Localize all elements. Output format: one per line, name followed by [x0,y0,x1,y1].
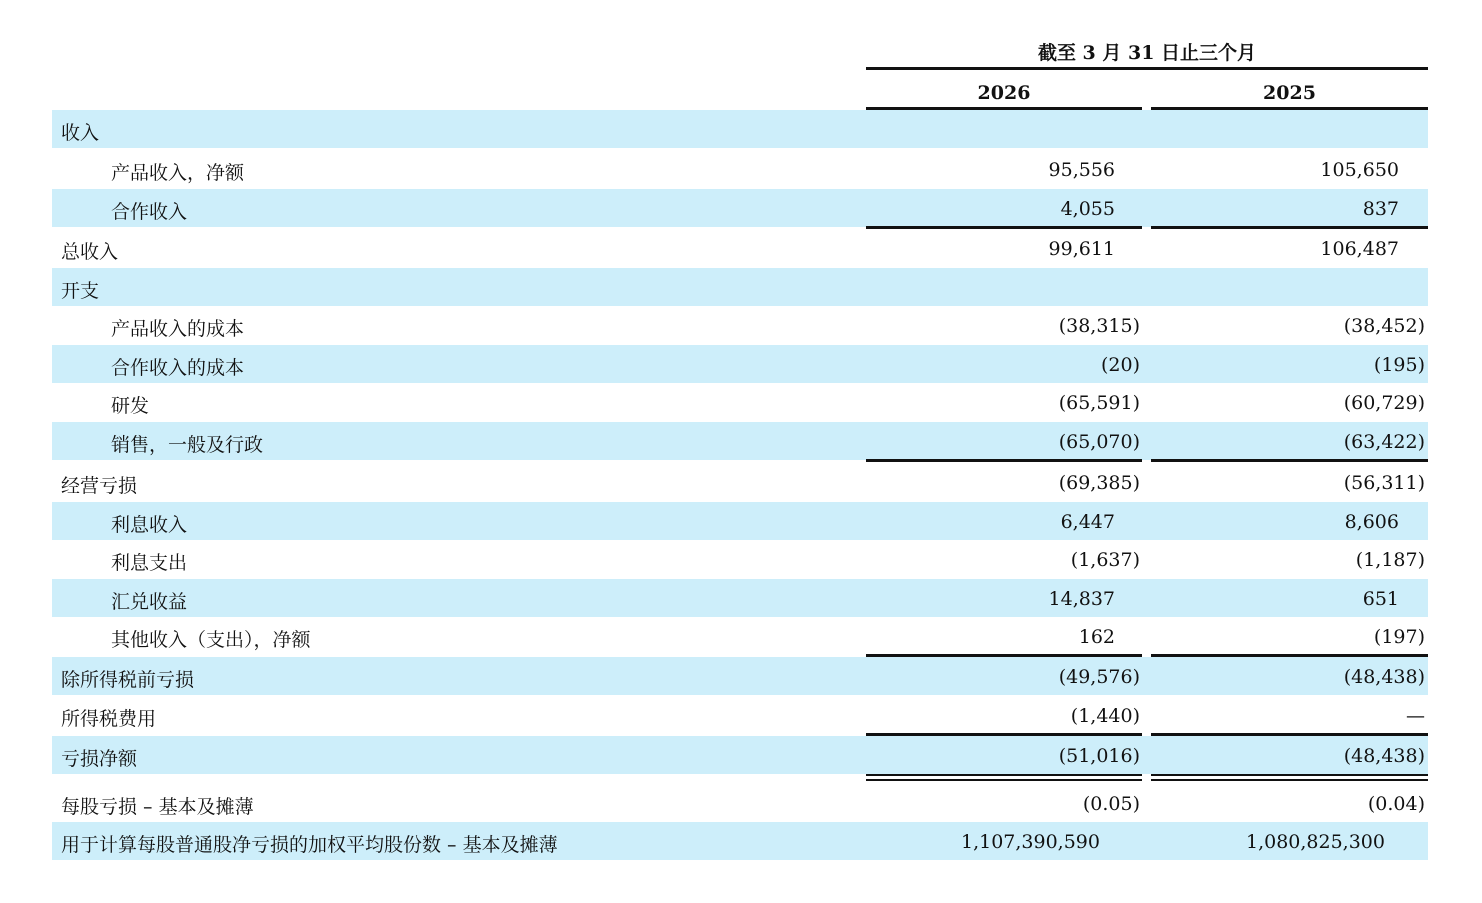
total-double-rule [866,774,1142,776]
table-row [52,502,1428,540]
value-2025: (48,438) [1343,745,1425,767]
value-2026: (0.05) [1082,793,1140,815]
value-2026: (1,440) [1070,705,1140,727]
value-2025: (63,422) [1343,431,1425,453]
value-2026: (69,385) [1058,472,1140,494]
table-row [52,345,1428,383]
value-2026: (49,576) [1058,666,1140,688]
row-label: 合作收入的成本 [111,357,245,379]
table-row [52,229,1428,267]
value-2025: (60,729) [1343,392,1425,414]
value-2026: (65,591) [1058,392,1140,414]
row-label: 研发 [111,395,150,417]
value-2026: 1,107,390,590 [960,831,1100,853]
table-row [52,617,1428,655]
value-2025: 105,650 [1320,159,1399,181]
row-label: 其他收入（支出），净额 [111,629,311,651]
value-2026: 99,611 [1048,238,1115,260]
period-rule [866,67,1428,70]
row-label: 收入 [61,122,100,144]
value-2026: (51,016) [1058,745,1140,767]
value-2026: (1,637) [1070,549,1140,571]
table-row [52,540,1428,578]
table-row [52,822,1428,860]
table-row [52,463,1428,501]
row-label: 总收入 [61,241,119,263]
row-label: 除所得税前亏损 [61,669,195,691]
value-2025: (56,311) [1343,472,1425,494]
table-row [52,422,1428,460]
year-2026-header: 2026 [977,82,1031,104]
row-label: 亏损净额 [61,748,138,770]
value-2025: — [1406,705,1425,727]
value-2026: (65,070) [1058,431,1140,453]
value-2026: 162 [1078,626,1115,648]
value-2025: (38,452) [1343,315,1425,337]
row-label: 开支 [61,280,100,302]
row-label: 产品收入，净额 [111,162,245,184]
value-2025: 1,080,825,300 [1245,831,1385,853]
row-label: 经营亏损 [61,475,138,497]
table-row [52,150,1428,188]
table-row [52,189,1428,227]
row-label: 合作收入 [111,201,188,223]
value-2025: (195) [1373,354,1425,376]
value-2025: (0.04) [1367,793,1425,815]
row-label: 汇兑收益 [111,591,188,613]
subtotal-rule [866,459,1142,462]
value-2025: (197) [1373,626,1425,648]
period-header: 截至 3 月 31 日止三个月 [1037,42,1257,64]
value-2026: (20) [1100,354,1140,376]
value-2026: 95,556 [1048,159,1115,181]
value-2026: (38,315) [1058,315,1140,337]
table-row [52,784,1428,822]
value-2026: 14,837 [1048,588,1115,610]
table-row [52,110,1428,148]
table-row [52,306,1428,344]
total-double-rule [1151,779,1428,781]
row-label: 产品收入的成本 [111,318,245,340]
total-double-rule [1151,774,1428,776]
table-row [52,383,1428,421]
total-double-rule [866,779,1142,781]
table-row [52,268,1428,306]
subtotal-rule [1151,459,1428,462]
table-row [52,657,1428,695]
value-2025: 651 [1362,588,1399,610]
row-label: 利息支出 [111,552,188,574]
year-2025-header: 2025 [1263,82,1316,104]
row-label: 销售，一般及行政 [111,434,264,456]
row-label: 利息收入 [111,514,188,536]
value-2025: (1,187) [1355,549,1425,571]
value-2025: (48,438) [1343,666,1425,688]
value-2025: 8,606 [1344,511,1399,533]
row-label: 用于计算每股普通股净亏损的加权平均股份数 – 基本及摊薄 [61,834,558,856]
row-label: 每股亏损 – 基本及摊薄 [61,796,254,818]
table-row [52,579,1428,617]
value-2026: 4,055 [1060,198,1115,220]
table-row [52,696,1428,734]
table-row [52,736,1428,774]
value-2025: 837 [1362,198,1399,220]
value-2026: 6,447 [1060,511,1115,533]
value-2025: 106,487 [1320,238,1399,260]
row-label: 所得税费用 [61,708,157,730]
